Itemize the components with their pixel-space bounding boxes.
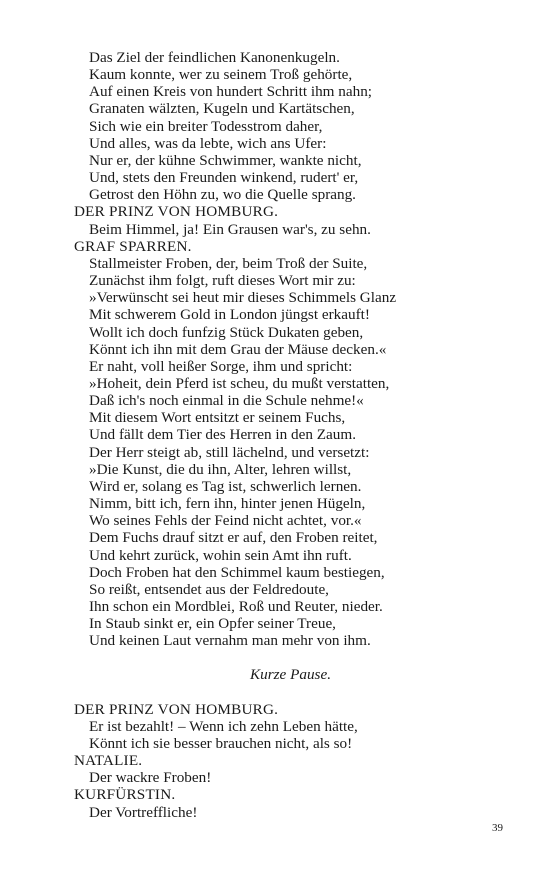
speaker-name: GRAF SPARREN.: [74, 237, 192, 255]
verse-line: Ihn schon ein Mordblei, Roß und Reuter, nieder.: [89, 598, 383, 615]
verse-line: Und keinen Laut vernahm man mehr von ihm.: [89, 632, 371, 650]
verse-line: Und alles, was da lebte, wich ans Ufer:: [89, 134, 327, 152]
verse-line: Mit schwerem Gold in London jüngst erkauft!: [89, 306, 370, 324]
verse-line: »Hoheit, dein Pferd ist scheu, du mußt verstatten,: [89, 374, 390, 392]
verse-line: Sich wie ein breiter Todesstrom daher,: [89, 117, 323, 135]
verse-line: Daß ich's noch einmal in die Schule nehme!«: [89, 392, 364, 410]
verse-line: Wird er, solang es Tag ist, schwerlich lernen.: [89, 477, 362, 495]
page-number: 39: [492, 822, 503, 834]
verse-line: »Verwünscht sei heut mir dieses Schimmels Glanz: [89, 289, 397, 307]
verse-line: Der Vortreffliche!: [89, 803, 198, 821]
verse-line: Zunächst ihm folgt, ruft dieses Wort mir zu:: [89, 272, 356, 290]
verse-line: Und kehrt zurück, wohin sein Amt ihn ruft.: [89, 546, 352, 564]
speaker-name: DER PRINZ VON HOMBURG.: [74, 700, 279, 718]
verse-line: Der wackre Froben!: [89, 769, 212, 787]
verse-line: Doch Froben hat den Schimmel kaum bestiegen,: [89, 563, 385, 581]
verse-line: Wollt ich doch funfzig Stück Dukaten geben,: [89, 323, 364, 341]
verse-line: Mit diesem Wort entsitzt er seinem Fuchs,: [89, 409, 346, 427]
verse-line: Das Ziel der feindlichen Kanonenkugeln.: [89, 49, 340, 66]
verse-line: So reißt, entsendet aus der Feldredoute,: [89, 580, 329, 598]
stage-direction: Kurze Pause.: [250, 666, 331, 684]
verse-line: Könnt ich ihn mit dem Grau der Mäuse decken.«: [89, 340, 387, 358]
speaker-name: DER PRINZ VON HOMBURG.: [74, 203, 279, 221]
verse-line: Wo seines Fehls der Feind nicht achtet, vor.«: [89, 512, 362, 530]
verse-line: Stallmeister Froben, der, beim Troß der Suite,: [89, 254, 368, 272]
verse-line: Granaten wälzten, Kugeln und Kartätschen,: [89, 100, 355, 118]
verse-line: Er naht, voll heißer Sorge, ihm und spricht:: [89, 357, 353, 375]
verse-line: In Staub sinkt er, ein Opfer seiner Treue,: [89, 615, 336, 633]
verse-line: Und fällt dem Tier des Herren in den Zaum.: [89, 426, 356, 444]
verse-line: Kaum konnte, wer zu seinem Troß gehörte,: [89, 66, 353, 84]
verse-line: Der Herr steigt ab, still lächelnd, und versetzt:: [89, 443, 370, 461]
verse-line: Und, stets den Freunden winkend, rudert' er,: [89, 169, 359, 187]
verse-line: Nimm, bitt ich, fern ihn, hinter jenen Hügeln,: [89, 495, 366, 513]
verse-line: Auf einen Kreis von hundert Schritt ihm nahn;: [89, 83, 373, 101]
verse-line: Getrost den Höhn zu, wo die Quelle sprang.: [89, 186, 356, 204]
speaker-name: NATALIE.: [74, 752, 143, 770]
verse-line: »Die Kunst, die du ihn, Alter, lehren willst,: [89, 460, 352, 478]
drama-text: [74, 49, 514, 821]
speaker-name: KURFÜRSTIN.: [74, 786, 176, 804]
verse-line: Nur er, der kühne Schwimmer, wankte nicht,: [89, 151, 362, 169]
verse-line: Könnt ich sie besser brauchen nicht, als so!: [89, 734, 353, 752]
verse-line: Beim Himmel, ja! Ein Grausen war's, zu sehn.: [89, 220, 371, 238]
verse-line: Er ist bezahlt! – Wenn ich zehn Leben hätte,: [89, 717, 358, 735]
verse-line: Dem Fuchs drauf sitzt er auf, den Froben reitet,: [89, 529, 378, 547]
